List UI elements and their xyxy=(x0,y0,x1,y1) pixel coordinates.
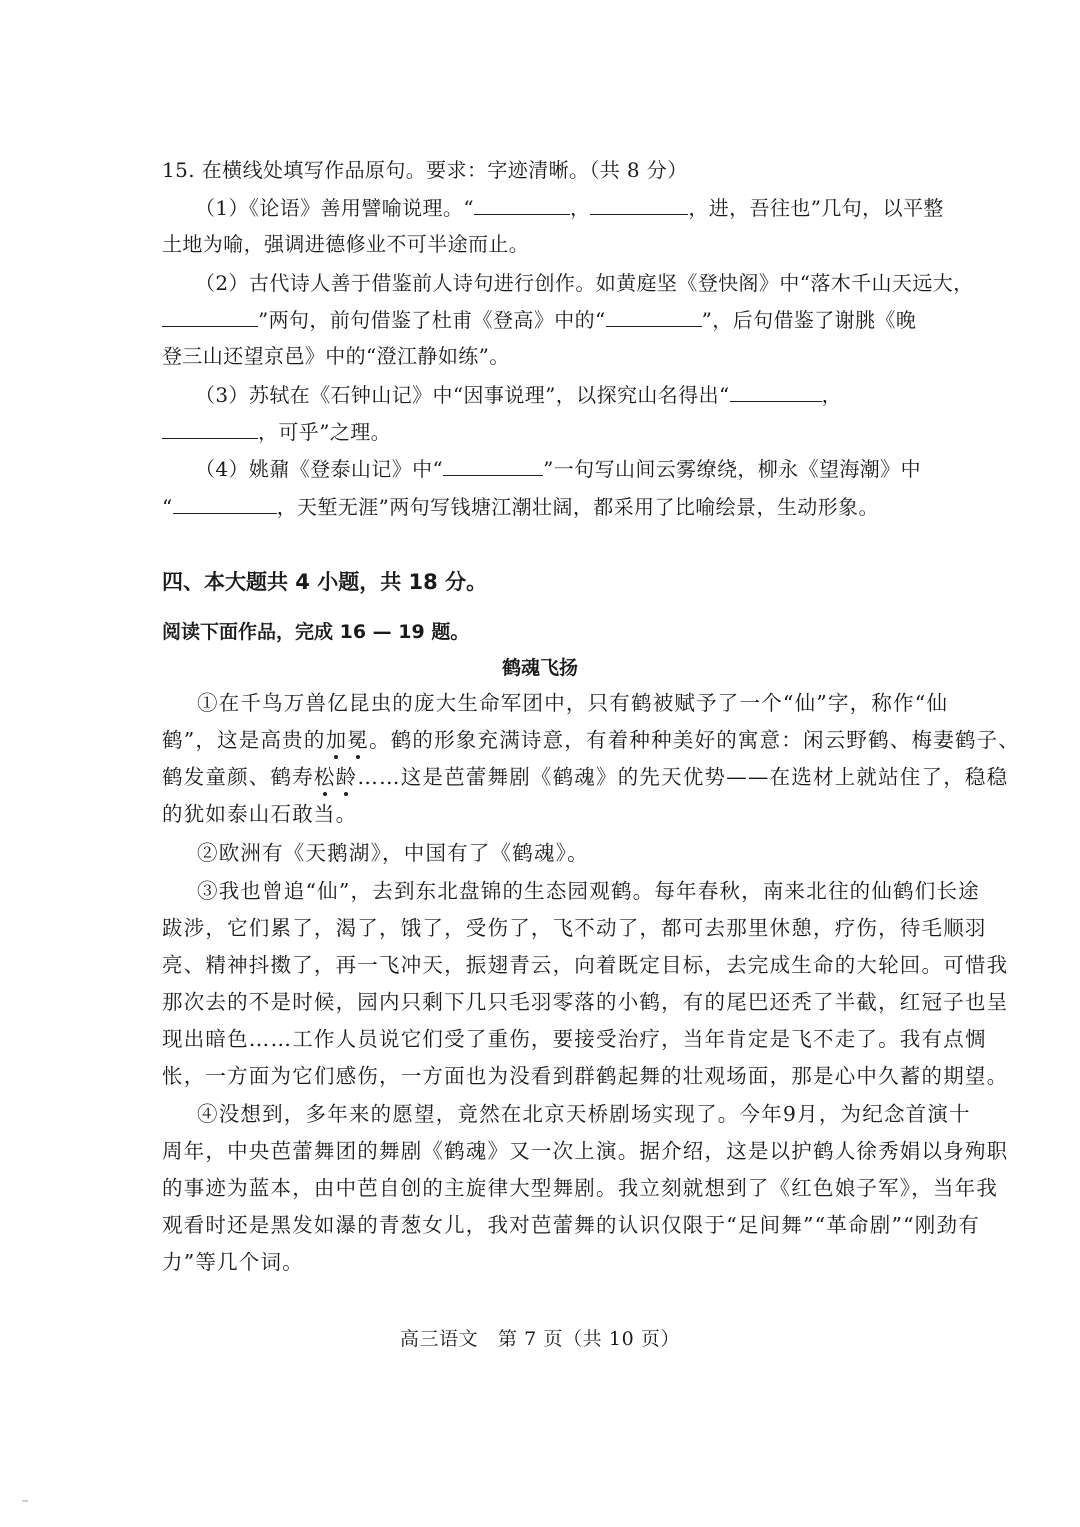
emphasis-char: 冕 xyxy=(347,728,369,752)
q15-stem: 15. 在横线处填写作品原句。要求：字迹清晰。（共 8 分） xyxy=(162,158,688,182)
q15-item2-line2: ”两句，前句借鉴了杜甫《登高》中的“ ”，后句借鉴了谢朓《晚 xyxy=(162,305,952,335)
q15-item4-line2: “ ，天堑无涯”两句写钱塘江潮壮阔，都采用了比喻绘景，生动形象。 xyxy=(162,495,879,519)
passage-title: 鹤魂飞扬 xyxy=(501,657,578,679)
page-footer: 高三语文 第 7 页（共 10 页） xyxy=(399,1328,681,1350)
answer-blank[interactable] xyxy=(162,308,258,327)
passage-para3-line5: 现出暗色……工作人员说它们受了重伤，要接受治疗，当年肯定是飞不走了。我有点惆 xyxy=(162,1027,987,1051)
q15-item1-line1: （1）《论语》善用譬喻说理。“ ， ，进，吾往也”几句，以平整 xyxy=(195,196,944,220)
answer-blank[interactable] xyxy=(173,495,277,514)
emphasis-char: 松 xyxy=(313,765,336,789)
passage-para4-line2: 周年，中央芭蕾舞团的舞剧《鹤魂》又一次上演。据介绍，这是以护鹤人徐秀娟以身殉职 xyxy=(162,1139,1009,1163)
answer-blank[interactable] xyxy=(606,308,702,327)
passage-para1-line1: ①在千鸟万兽亿昆虫的庞大生命军团中，只有鹤被赋予了一个“仙”字，称作“仙 xyxy=(197,691,949,715)
passage-para1-line2: 鹤”，这是高贵的加冕。鹤的形象充满诗意，有着种种美好的寓意：闲云野鹤、梅妻鹤子、 xyxy=(162,728,1020,752)
answer-blank[interactable] xyxy=(474,196,570,215)
answer-blank[interactable] xyxy=(443,457,543,476)
passage-para4-line4: 观看时还是黑发如瀑的青葱女儿，我对芭蕾舞的认识仅限于“足间舞”“革命剧”“刚劲有 xyxy=(162,1213,980,1237)
answer-blank[interactable] xyxy=(730,383,822,402)
reading-instruction: 阅读下面作品，完成 16 — 19 题。 xyxy=(162,621,470,643)
emphasis-char: 龄 xyxy=(335,765,358,789)
q15-item1-line2: 土地为喻，强调进德修业不可半途而止。 xyxy=(162,232,530,256)
q15-item2-line3: 登三山还望京邑》中的“澄江静如练”。 xyxy=(162,344,510,368)
answer-blank[interactable] xyxy=(162,420,258,439)
passage-para3-line4: 那次去的不是时候，园内只剩下几只毛羽零落的小鹤，有的尾巴还秃了半截，红冠子也呈 xyxy=(162,990,1009,1014)
passage-para3-line3: 亮、精神抖擞了，再一飞冲天，振翅青云，向着既定目标，去完成生命的大轮回。可惜我 xyxy=(162,953,1009,977)
passage-para3-line6: 怅，一方面为它们感伤，一方面也为没看到群鹤起舞的壮观场面，那是心中久蓄的期望。 xyxy=(162,1064,1009,1088)
passage-para3-line2: 跋涉，它们累了，渴了，饿了，受伤了，飞不动了，都可去那里休憩，疗伤，待毛顺羽 xyxy=(162,916,987,940)
q15-item2-line1: （2）古代诗人善于借鉴前人诗句进行创作。如黄庭坚《登快阁》中“落木千山天远大， xyxy=(195,271,974,295)
passage-para4-line5: 力”等几个词。 xyxy=(162,1250,304,1274)
section-heading: 四、本大题共 4 小题，共 18 分。 xyxy=(162,570,488,594)
passage-para4-line3: 的事迹为蓝本，由中芭自创的主旋律大型舞剧。我立刻就想到了《红色娘子军》，当年我 xyxy=(162,1176,999,1200)
passage-para2: ②欧洲有《天鹅湖》，中国有了《鹤魂》。 xyxy=(197,841,589,865)
emphasis-char: 加 xyxy=(325,728,348,752)
q15-item4-line1: （4）姚鼐《登泰山记》中“ ”一句写山间云雾缭绕，柳永《望海潮》中 xyxy=(195,457,921,481)
scan-mark xyxy=(22,1500,28,1502)
q15-item3-line1: （3）苏轼在《石钟山记》中“因事说理”，以探究山名得出“ ， xyxy=(195,383,843,407)
passage-para1-line3: 鹤发童颜、鹤寿松龄……这是芭蕾舞剧《鹤魂》的先天优势——在选材上就站住了，稳稳 xyxy=(162,765,1009,789)
passage-para4-line1: ④没想到，多年来的愿望，竟然在北京天桥剧场实现了。今年9月，为纪念首演十 xyxy=(197,1102,971,1126)
answer-blank[interactable] xyxy=(590,196,688,215)
q15-item3-line2: ，可乎”之理。 xyxy=(162,417,952,447)
passage-para1-line4: 的犹如泰山石敢当。 xyxy=(162,802,358,826)
passage-para3-line1: ③我也曾追“仙”，去到东北盘锦的生态园观鹤。每年春秋，南来北往的仙鹤们长途 xyxy=(197,879,980,903)
